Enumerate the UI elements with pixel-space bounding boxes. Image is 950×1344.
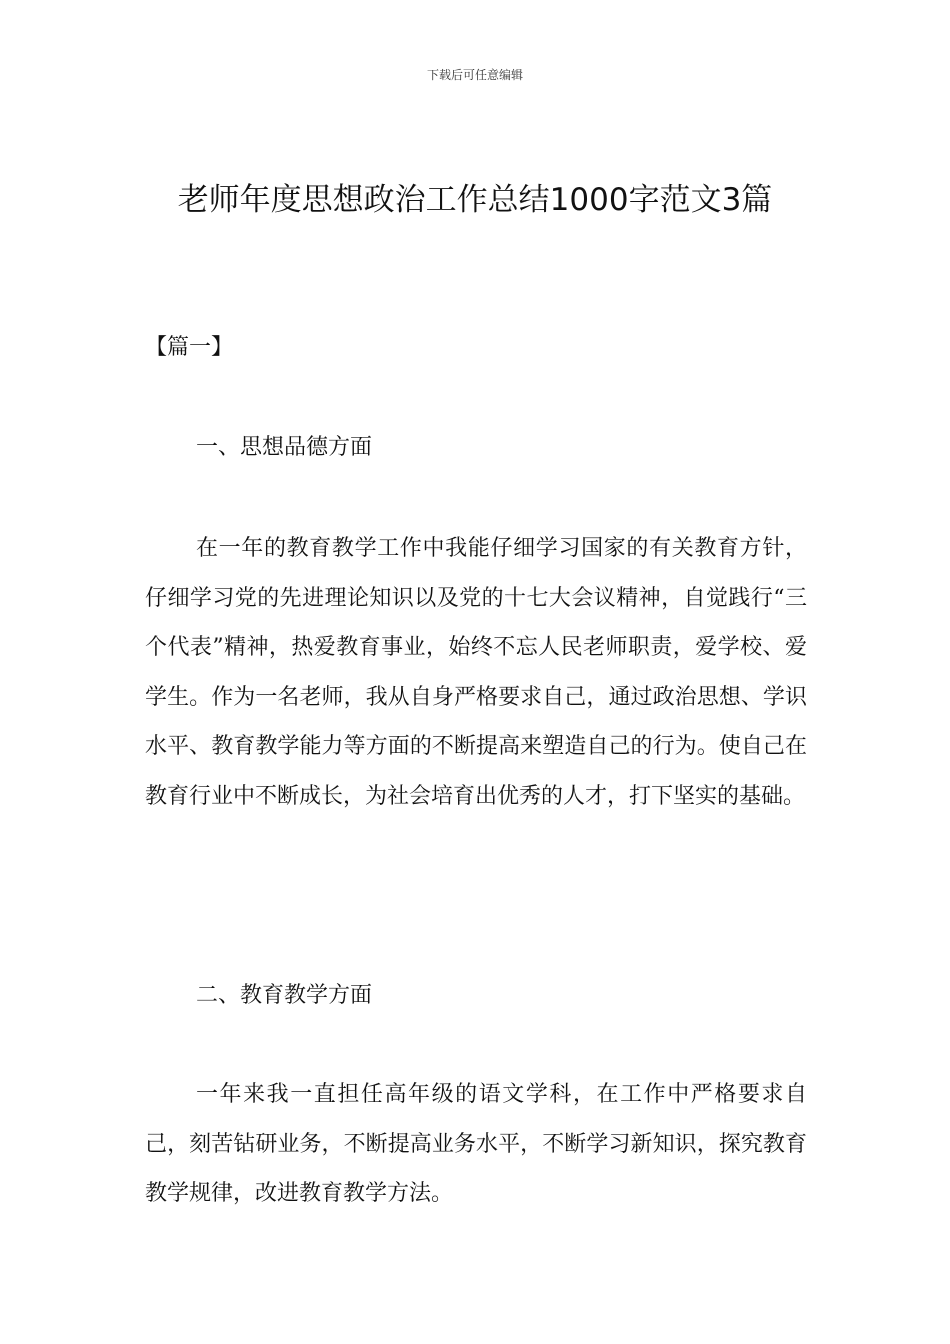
document-title: 老师年度思想政治工作总结1000字范文3篇 — [177, 182, 773, 218]
section-heading-2: 二、教育教学方面 — [196, 983, 373, 1008]
section-heading-1: 一、思想品德方面 — [196, 435, 373, 460]
section-tag: 【篇一】 — [145, 335, 234, 360]
section-paragraph-2: 一年来我一直担任高年级的语文学科，在工作中严格要求自己，刻苦钻研业务，不断提高业务水平，不断学习新知识，探究教育教学规律，改进教育教学方法。 — [145, 1082, 807, 1207]
header-note: 下载后可任意编辑 — [426, 68, 523, 82]
section-paragraph-1: 在一年的教育教学工作中我能仔细学习国家的有关教育方针，仔细学习党的先进理论知识以及党的十七大会议精神，自觉践行“三个代表”精神，热爱教育事业，始终不忘人民老师职责，爱学校、爱学生。作为一名老师，我从自身严格要求自己，通过政治思想、学识水平、教育教学能力等方面的不断提高来塑造自己的行为。使自己在教育行业中不断成长，为社会培育出优秀的人才，打下坚实的基础。 — [145, 536, 807, 809]
